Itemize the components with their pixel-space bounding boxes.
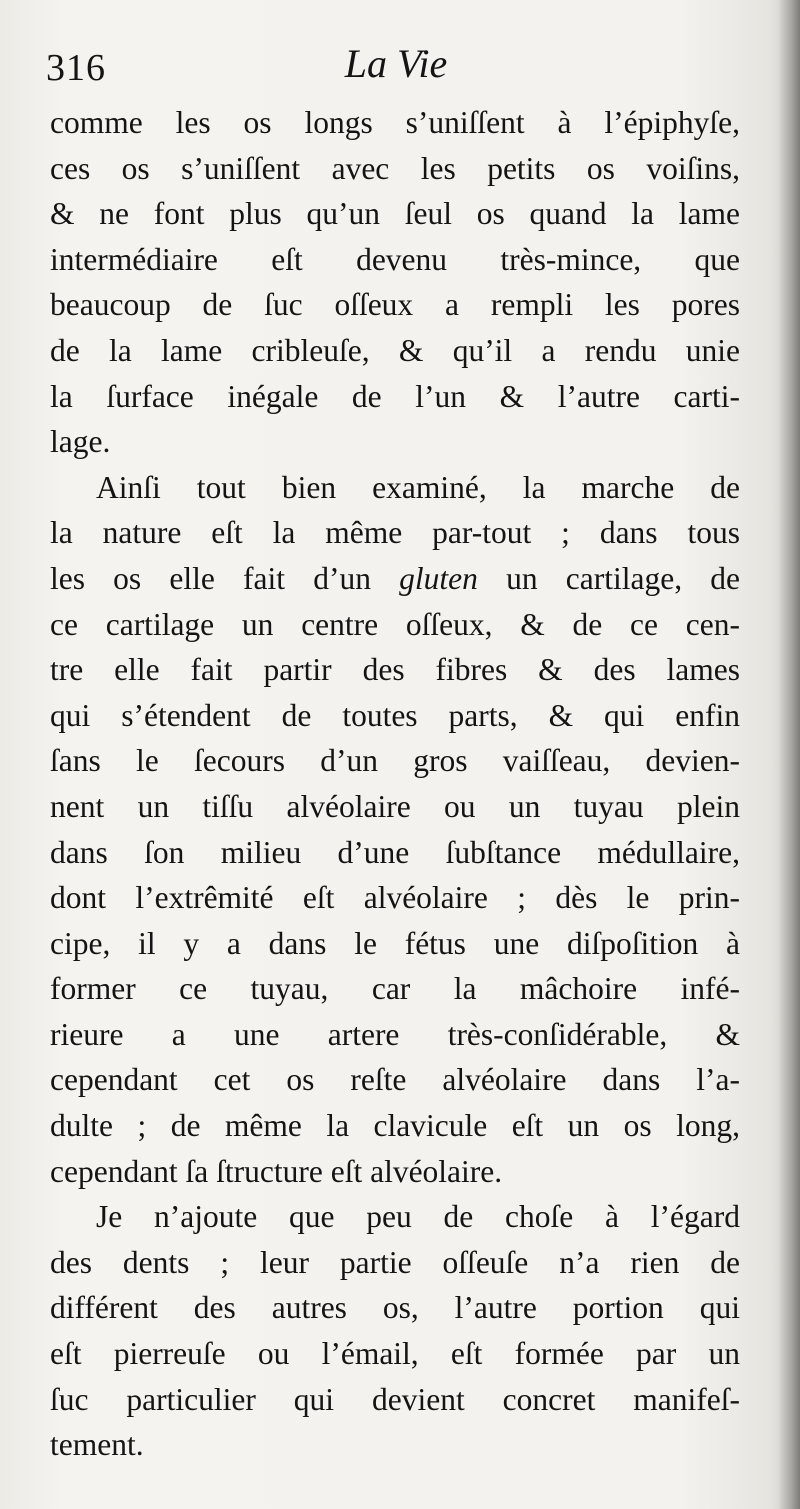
text-line: ces os s’uniſſent avec les petits os voiſins, bbox=[50, 150, 740, 186]
text-line: beaucoup de ſuc oſſeux a rempli les pores bbox=[50, 287, 740, 323]
text-line: de la lame cribleuſe, & qu’il a rendu unie bbox=[50, 332, 740, 368]
text-line-with-italic bbox=[50, 556, 740, 602]
text-line: tre elle fait partir des fibres & des lames bbox=[50, 652, 740, 688]
text-fragment: les os elle fait d’un bbox=[50, 560, 400, 596]
text-line: la nature eſt la même par-tout ; dans tous bbox=[50, 515, 740, 551]
text-line: former ce tuyau, car la mâchoire infé- bbox=[50, 971, 740, 1007]
text-line: ſans le ſecours d’un gros vaiſſeau, devien- bbox=[50, 743, 740, 779]
text-line: nent un tiſſu alvéolaire ou un tuyau plein bbox=[50, 788, 740, 824]
text-line: cipe, il y a dans le fétus une diſpoſition à bbox=[50, 925, 740, 961]
italic-term: gluten bbox=[399, 560, 478, 596]
running-title: La Vie bbox=[344, 41, 448, 86]
text-line: Ainſi tout bien examiné, la marche de bbox=[96, 469, 740, 505]
page-gutter-shadow bbox=[778, 0, 800, 1509]
text-line: la ſurface inégale de l’un & l’autre carti- bbox=[50, 378, 740, 414]
text-line: Je n’ajoute que peu de choſe à l’égard bbox=[96, 1199, 740, 1235]
text-line: rieure a une artere très-conſidérable, & bbox=[50, 1016, 740, 1052]
text-line: ce cartilage un centre oſſeux, & de ce cen- bbox=[50, 606, 740, 642]
text-fragment: un cartilage, de bbox=[477, 560, 740, 596]
text-line: différent des autres os, l’autre portion qui bbox=[50, 1290, 740, 1326]
text-line: comme les os longs s’uniſſent à l’épiphyſe, bbox=[50, 105, 740, 140]
text-line: dans ſon milieu d’une ſubſtance médullaire, bbox=[50, 834, 740, 870]
text-line: lage. bbox=[50, 424, 111, 460]
text-line: cependant ſa ſtructure eſt alvéolaire. bbox=[50, 1153, 503, 1189]
body-text bbox=[50, 100, 740, 1468]
text-line: dont l’extrêmité eſt alvéolaire ; dès le prin- bbox=[50, 880, 740, 916]
text-line: intermédiaire eſt devenu très-mince, que bbox=[50, 241, 740, 277]
text-line: tement. bbox=[50, 1427, 144, 1463]
text-line: dulte ; de même la clavicule eſt un os long, bbox=[50, 1108, 740, 1144]
page-header bbox=[46, 40, 746, 100]
text-line: ſuc particulier qui devient concret manifeſ- bbox=[50, 1381, 740, 1417]
page-number: 316 bbox=[46, 47, 106, 89]
text-line: des dents ; leur partie oſſeuſe n’a rien de bbox=[50, 1244, 740, 1280]
text-line: eſt pierreuſe ou l’émail, eſt formée par un bbox=[50, 1336, 740, 1372]
text-line: & ne font plus qu’un ſeul os quand la lame bbox=[50, 196, 740, 232]
text-line: cependant cet os reſte alvéolaire dans l’a- bbox=[50, 1062, 740, 1098]
text-line: qui s’étendent de toutes parts, & qui enfin bbox=[50, 697, 740, 733]
